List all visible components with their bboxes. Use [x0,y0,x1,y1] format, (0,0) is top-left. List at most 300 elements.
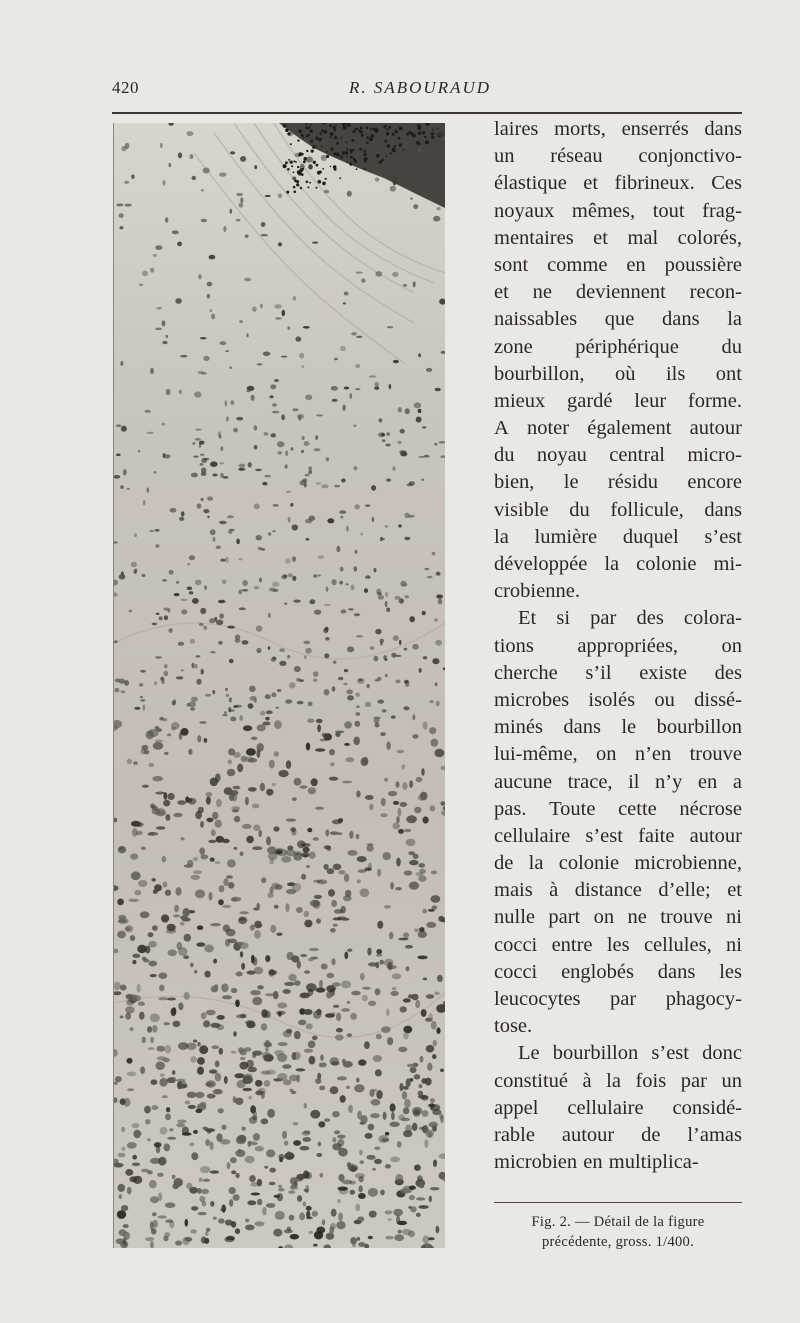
cell-nucleus [119,574,126,580]
cell-nucleus [360,888,370,897]
cell-nucleus [277,1193,283,1201]
cell-nucleus [365,1133,373,1139]
cell-nucleus [367,948,371,956]
cell-nucleus [289,1215,295,1221]
cell-nucleus [165,890,171,896]
cell-nucleus [245,1156,255,1164]
cell-nucleus [341,479,345,483]
cell-nucleus [375,629,381,635]
cell-nucleus [159,985,164,992]
cell-nucleus [313,1244,318,1247]
cell-nucleus [426,994,434,999]
cell-nucleus [412,644,419,650]
cell-nucleus [373,656,378,662]
cell-nucleus [346,1086,350,1089]
cell-nucleus [179,390,182,395]
cell-nucleus [218,1108,224,1113]
cell-nucleus [374,1159,382,1164]
cell-nucleus [123,469,127,475]
cell-nucleus [117,899,124,906]
cell-nucleus [143,959,149,963]
cell-nucleus [205,694,211,697]
cell-nucleus [132,1163,140,1167]
cell-nucleus [246,333,248,337]
cell-nucleus [314,448,321,451]
text-line: mais à distance d’elle; et [494,879,742,902]
microbe-dot [316,187,318,189]
cell-nucleus [132,995,141,1001]
cell-nucleus [191,473,198,478]
cell-nucleus [368,1188,378,1197]
cell-nucleus [248,1067,257,1073]
cell-nucleus [116,454,121,457]
cell-nucleus [224,1076,228,1084]
cell-nucleus [426,368,432,372]
cell-nucleus [389,384,392,389]
cell-nucleus [199,721,206,724]
cell-nucleus [179,732,183,740]
cell-nucleus [157,1173,164,1177]
microbe-dot [422,131,425,134]
cell-nucleus [405,408,410,414]
cell-nucleus [392,973,401,979]
cell-nucleus [400,1118,410,1122]
cell-nucleus [209,892,213,901]
cell-nucleus [160,1073,165,1077]
cell-nucleus [375,178,380,182]
cell-nucleus [221,983,228,992]
cell-nucleus [382,709,387,712]
cell-nucleus [406,839,416,847]
cell-nucleus [197,1188,202,1194]
cell-nucleus [222,580,227,585]
cell-nucleus [403,1032,409,1040]
cell-nucleus [204,971,210,978]
cell-nucleus [257,363,263,365]
cell-nucleus [307,719,314,723]
microbe-dot [304,159,306,161]
microbe-dot [343,126,347,130]
cell-nucleus [169,163,172,167]
cell-nucleus [189,591,194,594]
cell-nucleus [346,526,349,532]
text-line: visible du follicule, dans [494,498,742,521]
cell-nucleus [406,966,410,971]
cell-nucleus [162,341,167,344]
cell-nucleus [312,242,318,244]
cell-nucleus [155,740,163,743]
cell-nucleus [357,1216,364,1222]
cell-nucleus [243,725,252,731]
cell-nucleus [231,806,240,810]
cell-nucleus [251,955,255,964]
cell-nucleus [200,498,203,501]
cell-nucleus [421,479,424,481]
cell-nucleus [344,387,350,390]
cell-nucleus [144,750,150,755]
cell-nucleus [244,1047,252,1051]
cell-nucleus [192,442,195,445]
cell-nucleus [392,466,395,471]
cell-nucleus [218,431,221,437]
cell-nucleus [277,848,283,851]
cell-nucleus [404,1099,411,1108]
cell-nucleus [139,683,143,687]
cell-nucleus [300,1146,310,1150]
cell-nucleus [426,922,436,928]
cell-nucleus [313,671,319,677]
microbe-dot [351,139,354,142]
cell-nucleus [318,1121,325,1127]
cell-nucleus [350,1166,356,1172]
cell-nucleus [261,877,266,883]
cell-nucleus [304,1103,307,1109]
cell-nucleus [155,656,162,658]
cell-nucleus [368,1124,375,1131]
cell-nucleus [412,734,418,739]
cell-nucleus [294,1031,301,1039]
cell-nucleus [360,973,365,981]
microbe-dot [325,178,327,180]
cell-nucleus [347,646,354,652]
cell-nucleus [305,519,312,524]
cell-nucleus [173,1021,181,1027]
cell-nucleus [145,1119,150,1124]
cell-nucleus [231,1221,236,1228]
cell-nucleus [300,954,307,957]
cell-nucleus [321,155,327,161]
cell-nucleus [206,1228,211,1232]
caption-line-2: précédente, gross. 1/400. [541,1234,695,1250]
microbe-dot [403,149,405,151]
cell-nucleus [242,1127,246,1131]
cell-nucleus [154,884,162,891]
cell-nucleus [261,1118,269,1124]
cell-nucleus [134,822,143,827]
cell-nucleus [131,562,137,568]
cell-nucleus [224,711,226,714]
cell-nucleus [296,907,303,913]
cell-nucleus [333,1005,339,1008]
microbe-dot [376,154,380,158]
cell-nucleus [174,593,180,596]
cell-nucleus [283,989,291,994]
microbe-dot [318,138,322,142]
cell-nucleus [189,555,195,560]
cell-nucleus [207,1094,216,1099]
cell-nucleus [204,738,208,743]
cell-nucleus [342,781,352,784]
cell-nucleus [329,777,338,781]
cell-nucleus [203,1179,210,1182]
cell-nucleus [261,234,269,236]
cell-nucleus [338,1212,343,1221]
cell-nucleus [404,595,409,598]
cell-nucleus [218,899,224,905]
cell-nucleus [147,1138,151,1141]
cell-nucleus [235,634,240,640]
cell-nucleus [437,975,443,982]
cell-nucleus [300,993,310,999]
cell-nucleus [303,641,310,645]
cell-nucleus [213,537,216,542]
cell-nucleus [418,875,426,882]
cell-nucleus [171,727,175,731]
cell-nucleus [285,464,288,468]
cell-nucleus [240,851,244,856]
cell-nucleus [152,1212,157,1216]
cell-nucleus [193,870,202,874]
microbe-dot [360,127,363,130]
cell-nucleus [348,608,354,610]
cell-nucleus [150,804,155,809]
cell-nucleus [197,503,202,508]
cell-nucleus [326,991,332,998]
cell-nucleus [252,846,262,850]
cell-nucleus [371,1099,381,1106]
cell-nucleus [186,131,193,136]
cell-nucleus [440,1114,443,1123]
cell-nucleus [274,304,282,308]
cell-nucleus [305,474,310,477]
cell-nucleus [332,1137,336,1142]
cell-nucleus [354,1084,364,1092]
cell-nucleus [346,583,349,585]
cell-nucleus [233,1031,236,1036]
text-line: cellulaire s’est faite autour [494,824,742,847]
cell-nucleus [395,655,401,657]
cell-nucleus [284,1141,289,1146]
cell-nucleus [330,762,334,766]
cell-nucleus [400,452,407,457]
cell-nucleus [331,958,335,965]
cell-nucleus [421,1009,427,1017]
cell-nucleus [151,878,156,882]
cell-nucleus [269,1182,276,1186]
cell-nucleus [296,1174,305,1180]
cell-nucleus [265,694,271,699]
cell-nucleus [399,640,401,646]
cell-nucleus [393,801,399,805]
cell-nucleus [395,1174,403,1183]
cell-nucleus [196,942,205,946]
cell-nucleus [400,429,405,434]
cell-nucleus [347,191,352,197]
cell-nucleus [429,700,433,703]
cell-nucleus [324,1118,330,1122]
cell-nucleus [387,962,392,971]
cell-nucleus [347,850,357,856]
cell-nucleus [415,872,423,876]
cell-nucleus [356,635,363,637]
cell-nucleus [378,432,385,437]
text-line: naissables que dans la [494,308,742,331]
cell-nucleus [432,552,436,555]
cell-nucleus [155,328,162,330]
cell-nucleus [362,757,368,765]
cell-nucleus [386,432,390,436]
microbe-dot [309,182,311,184]
cell-nucleus [147,487,149,492]
microbe-dot [386,132,389,135]
microbe-dot [364,150,366,152]
cell-nucleus [367,843,374,846]
cell-nucleus [285,558,290,564]
cell-nucleus [165,1045,172,1054]
microbe-dot [356,168,358,170]
cell-nucleus [239,715,243,721]
cell-nucleus [398,524,401,527]
cell-nucleus [377,869,381,877]
cell-nucleus [417,1175,423,1181]
cell-nucleus [278,770,288,777]
cell-nucleus [210,858,215,862]
cell-nucleus [238,1149,242,1154]
cell-nucleus [282,1064,291,1069]
cell-nucleus [362,987,371,990]
cell-nucleus [432,905,438,909]
cell-nucleus [392,272,398,277]
cell-nucleus [292,797,297,801]
microbe-dot [384,140,387,143]
cell-nucleus [222,905,232,908]
cell-nucleus [409,616,415,622]
cell-nucleus [178,642,184,646]
microbe-dot [341,137,343,139]
cell-nucleus [347,1001,351,1004]
cell-nucleus [266,1070,276,1075]
cell-nucleus [353,466,357,470]
microbe-dot [424,136,426,138]
cell-nucleus [268,646,271,650]
cell-nucleus [130,935,135,941]
cell-nucleus [156,1146,160,1153]
cell-nucleus [342,1180,352,1185]
cell-nucleus [189,798,193,803]
microbe-dot [334,129,336,131]
cell-nucleus [402,1229,411,1235]
cell-nucleus [204,585,207,590]
cell-nucleus [190,707,195,710]
cell-nucleus [245,1020,255,1024]
cell-nucleus [197,735,201,742]
cell-nucleus [183,955,189,959]
cell-nucleus [422,426,426,428]
cell-nucleus [115,1076,122,1082]
cell-nucleus [366,1155,375,1160]
cell-nucleus [147,432,154,434]
cell-nucleus [262,1052,271,1060]
text-line: crobienne. [494,580,580,603]
microbe-dot [334,136,337,139]
cell-nucleus [287,1151,290,1156]
cell-nucleus [148,1047,155,1050]
cell-nucleus [319,980,323,988]
microbe-dot [326,151,328,153]
microbe-dot [353,149,355,151]
cell-nucleus [118,1153,126,1157]
cell-nucleus [218,1218,225,1223]
cell-nucleus [400,1188,410,1194]
cell-nucleus [399,1083,403,1091]
cell-nucleus [263,352,271,357]
cell-nucleus [392,987,396,990]
microbe-dot [369,138,372,141]
cell-nucleus [304,970,310,973]
cell-nucleus [162,423,165,426]
cell-nucleus [198,807,204,814]
microbe-dot [339,177,341,179]
microbe-dot [388,126,391,129]
cell-nucleus [319,1086,325,1091]
cell-nucleus [231,988,237,993]
cell-nucleus [131,871,141,880]
cell-nucleus [389,932,393,940]
cell-nucleus [177,242,182,247]
cell-nucleus [164,1022,170,1025]
microbe-dot [431,132,434,135]
cell-nucleus [149,763,155,767]
cell-nucleus [127,1142,137,1149]
cell-nucleus [404,537,410,540]
cell-nucleus [124,680,129,686]
cell-nucleus [437,207,441,210]
cell-nucleus [176,1123,185,1127]
cell-nucleus [385,444,390,447]
cell-nucleus [264,475,271,478]
microbe-dot [381,159,384,162]
cell-nucleus [172,1070,176,1075]
cell-nucleus [420,1056,424,1063]
cell-nucleus [410,1067,417,1073]
cell-nucleus [316,414,323,416]
cell-nucleus [351,991,361,996]
cell-nucleus [251,737,257,740]
cell-nucleus [344,292,349,296]
cell-nucleus [313,880,322,883]
cell-nucleus [356,834,360,840]
microbe-dot [313,161,316,164]
cell-nucleus [261,1023,267,1030]
cell-nucleus [338,832,343,835]
cell-nucleus [121,1205,128,1211]
cell-nucleus [121,146,126,151]
cell-nucleus [114,688,119,692]
cell-nucleus [353,424,356,427]
cell-nucleus [281,356,288,358]
cell-nucleus [413,281,416,287]
cell-nucleus [164,615,168,620]
cell-nucleus [357,879,361,883]
page-number: 420 [112,78,139,97]
microbe-dot [306,150,308,152]
cell-nucleus [268,892,274,898]
cell-nucleus [116,424,121,427]
cell-nucleus [408,994,413,998]
cell-nucleus [213,1089,223,1095]
cell-nucleus [330,1057,340,1065]
cell-nucleus [351,332,357,335]
cell-nucleus [407,483,413,486]
cell-nucleus [320,1054,324,1061]
cell-nucleus [306,538,310,541]
text-line: un réseau conjonctivo- [494,145,742,168]
cell-nucleus [391,1112,395,1120]
cell-nucleus [338,1187,348,1191]
cell-nucleus [188,1105,196,1109]
cell-nucleus [224,1237,234,1243]
microbe-dot [431,136,434,139]
